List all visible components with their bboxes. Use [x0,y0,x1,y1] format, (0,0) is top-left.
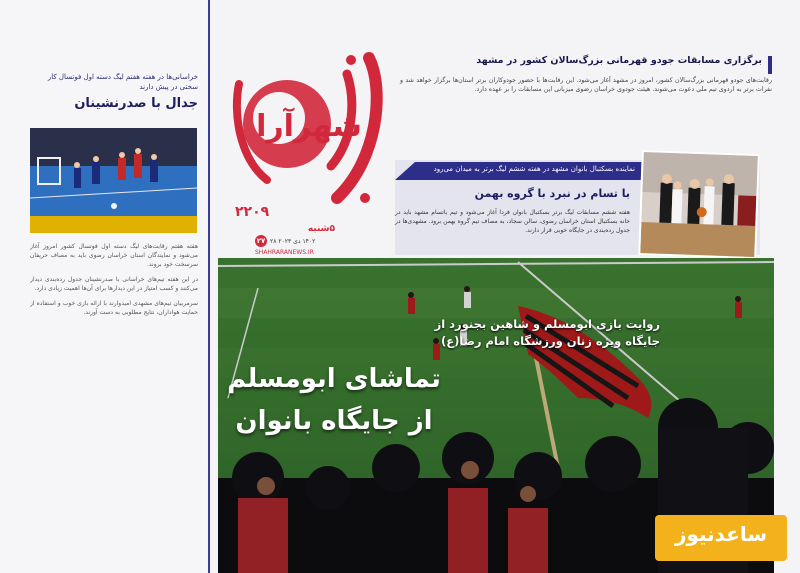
left-paragraph: سرمربیان تیم‌های مشهدی امیدوارند با ارائه بازی خوب و استفاده از حمایت هواداران، نتایج مطلوبی به دست آورند. [30,300,198,316]
newspaper-logo [219,48,399,208]
column-divider [208,0,210,573]
left-article-title: جدال با صدرنشینان [74,96,198,111]
watermark-text: ساعدنیوز [674,522,768,546]
left-paragraph: در این هفته تیم‌های خراسانی با صدرنشینان جدول رده‌بندی دیدار می‌کنند و کسب امتیاز در این دیدارها برای آن‌ها اهمیت زیادی دارد. [30,276,198,292]
day-number: ۲۷ [256,237,266,245]
date-box [255,224,335,256]
weekday: ۵شنبه [307,224,335,234]
basketball-title: با تسام در نبرد با گروه بهمن [474,187,630,200]
basketball-kicker: نماینده بسکتبال بانوان مشهد در هفته ششم لیگ برتر به میدان می‌رود [433,165,635,173]
basketball-body: هفته ششم مسابقات لیگ برتر بسکتبال بانوان فردا آغاز می‌شود و تیم باتسام مشهد باید در خانه بسکتبال استان خراسان رضوی، سالن سجاد، به مصاف تیم گروه بهمن برود. مشهدی‌ها در جدول رده‌بندی در جایگاه خوبی قرار دارند. [395,209,630,234]
left-article-body [30,242,198,567]
masthead [215,28,400,256]
judo-article-body: رقابت‌های جودو قهرمانی بزرگ‌سالان کشور، امروز در مشهد آغاز می‌شود. این رقابت‌ها با حضور جودوکاران برتر استان‌ها برگزار خواهد شد و نفرات برتر به اردوی تیم ملی دعوت می‌شوند. هیئت جودوی خراسان رضوی میزبانی این مسابقات را بر عهده دارد. [400,77,772,93]
issue-number: ۲۲۰۹ [235,204,270,220]
judo-article [400,50,772,155]
date-line: ۱۴۰۲ دی ۲۰۲۳ ۲۸ [270,237,316,245]
lead-headline: تماشای ابومسلم از جایگاه بانوان [227,364,441,436]
futsal-photo [30,128,197,233]
title-accent-bar [768,56,772,74]
logo-text: شهرآرا [256,109,362,144]
left-paragraph: هفته هفتم رقابت‌های لیگ دسته اول فوتسال کشور امروز آغاز می‌شود و نمایندگان استان خراسان رضوی باید به مصاف حریفان سرسخت خود بروند. [30,243,198,268]
website-url: SHAHRARANEWS.IR [255,249,314,256]
basketball-photo [638,150,760,259]
judo-article-title: برگزاری مسابقات جودو قهرمانی بزرگ‌سالان کشور در مشهد [476,55,762,66]
left-article-header [30,72,198,111]
watermark-badge [655,515,787,561]
lead-subtitle: روایت بازی ابومسلم و شاهین بجنورد از جایگاه ویژه زنان ورزشگاه امام رضا(ع) [434,317,660,348]
left-article-kicker: خراسانی‌ها در هفته هفتم لیگ دسته اول فوتسال کار سختی در پیش دارند [47,73,198,91]
